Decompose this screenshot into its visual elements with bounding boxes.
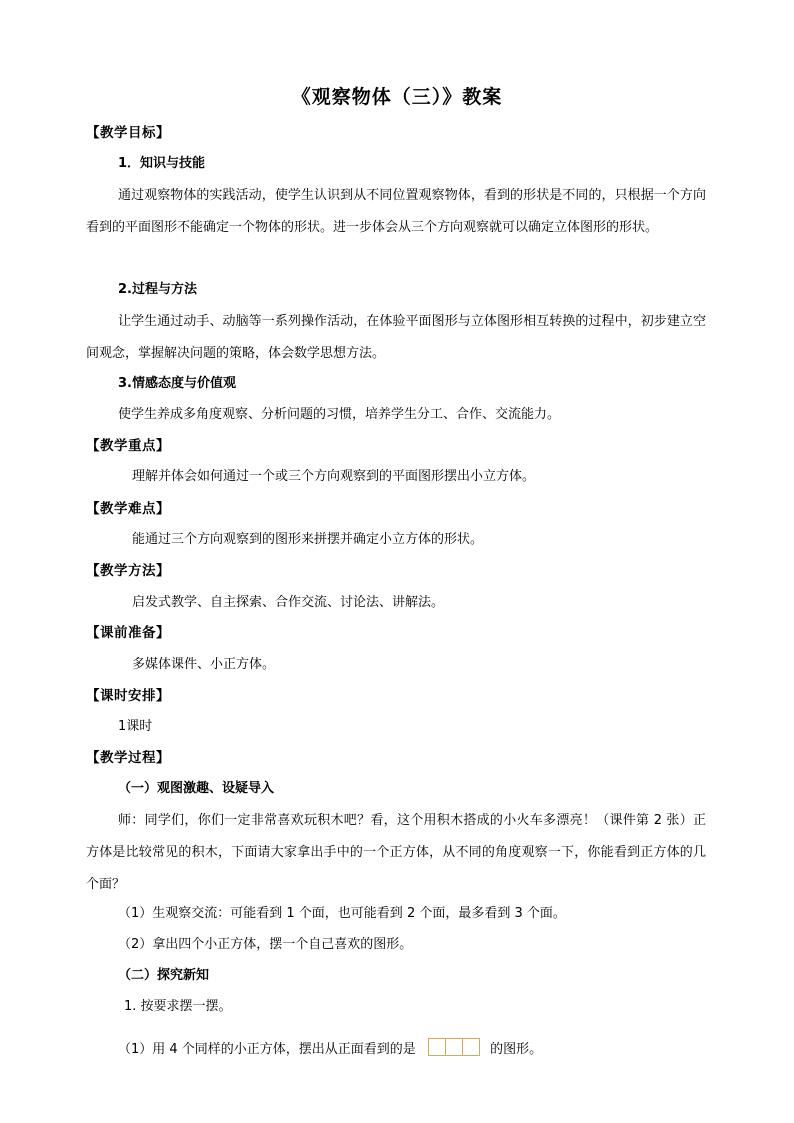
difficulty-heading: 【教学难点】 <box>86 501 170 517</box>
goals-heading: 【教学目标】 <box>86 125 170 141</box>
prep-heading: 【课前准备】 <box>86 625 170 641</box>
key-heading: 【教学重点】 <box>86 438 170 454</box>
step2-item1: 1. 按要求摆一摆。 <box>124 999 232 1014</box>
step2-heading: （二）探究新知 <box>118 968 210 983</box>
method-text: 启发式教学、自主探索、合作交流、讨论法、讲解法。 <box>132 595 445 610</box>
process-heading: 【教学过程】 <box>86 750 170 766</box>
step2-item2-before: （1）用 4 个同样的小正方体，摆出从正面看到的是 <box>118 1042 416 1057</box>
goal3-heading: 3.情感态度与价值观 <box>118 376 236 391</box>
step1-item1: （1）生观察交流：可能看到 1 个面，也可能看到 2 个面，最多看到 3 个面。 <box>118 906 566 921</box>
goal2-heading: 2.过程与方法 <box>118 282 197 297</box>
difficulty-text: 能通过三个方向观察到的图形来拼摆并确定小立方体的形状。 <box>132 532 484 547</box>
square-cell <box>428 1038 446 1056</box>
step2-item2-after: 的图形。 <box>490 1042 543 1057</box>
goal2-text: 让学生通过动手、动脑等一系列操作活动，在体验平面图形与立体图形相互转换的过程中，初步建立空间观念，掌握解决问题的策略，体会数学思想方法。 <box>86 314 706 361</box>
step2-item2 <box>118 1040 542 1060</box>
square-cell <box>445 1038 463 1056</box>
goal1-text: 通过观察物体的实践活动，使学生认识到从不同位置观察物体，看到的形状是不同的，只根据一个方向看到的平面图形不能确定一个物体的形状。进一步体会从三个方向观察就可以确定立体图形的形状。 <box>86 188 706 235</box>
goal1-heading: 1．知识与技能 <box>118 156 206 171</box>
schedule-heading: 【课时安排】 <box>86 688 170 704</box>
step1-text: 师：同学们，你们一定非常喜欢玩积木吧？看，这个用积木搭成的小火车多漂亮！（课件第 2 张）正方体是比较常见的积木，下面请大家拿出手中的一个正方体，从不同的角度观察一下，你能看到正方体的几个面？ <box>86 813 706 892</box>
step1-item2: （2）拿出四个小正方体，摆一个自己喜欢的图形。 <box>118 937 413 952</box>
three-square-front-view-figure <box>428 1038 480 1056</box>
square-cell <box>462 1038 480 1056</box>
method-heading: 【教学方法】 <box>86 563 170 579</box>
schedule-text: 1课时 <box>118 719 153 734</box>
key-text: 理解并体会如何通过一个或三个方向观察到的平面图形摆出小立方体。 <box>132 469 536 484</box>
step1-heading: （一）观图激趣、设疑导入 <box>118 781 275 796</box>
prep-text: 多媒体课件、小正方体。 <box>132 657 276 672</box>
goal3-text: 使学生养成多角度观察、分析问题的习惯，培养学生分工、合作、交流能力。 <box>118 407 561 422</box>
document-title: 《观察物体（三）》教案 <box>291 86 503 108</box>
